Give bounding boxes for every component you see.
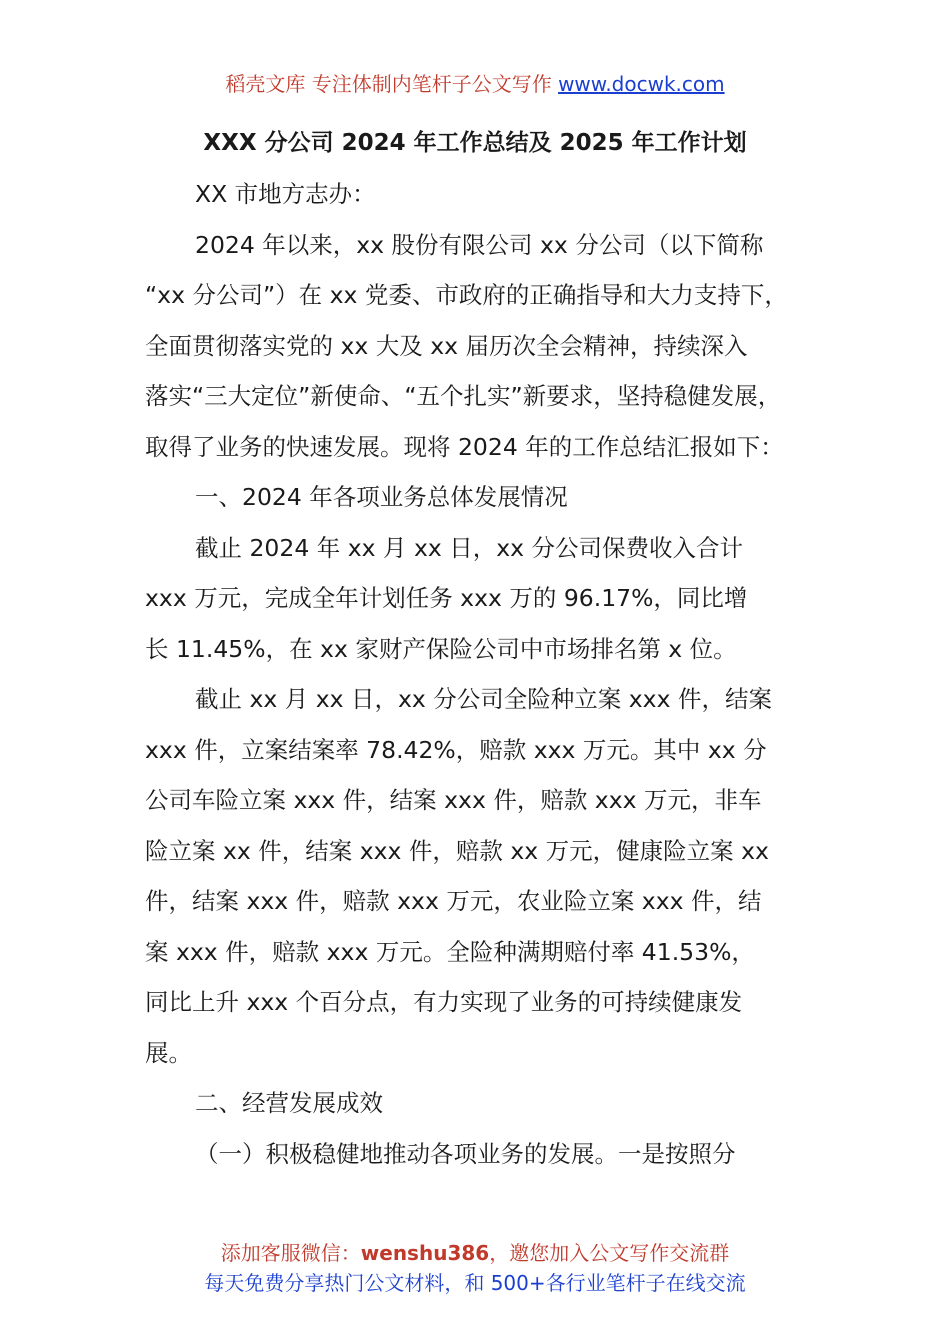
- paragraph-line: 取得了业务的快速发展。现将 2024 年的工作总结汇报如下：: [145, 432, 784, 461]
- section-heading: 二、经营发展成效: [195, 1089, 383, 1117]
- website-link[interactable]: www.docwk.com: [558, 72, 725, 96]
- paragraph-line: （一）积极稳健地推动各项业务的发展。一是按照分: [195, 1139, 736, 1168]
- paragraph-line: 截止 xx 月 xx 日，xx 分公司全险种立案 xxx 件，结案: [195, 685, 772, 713]
- paragraph-line: xxx 万元，完成全年计划任务 xxx 万的 96.17%，同比增: [145, 584, 748, 612]
- footer-suffix: ，邀您加入公文写作交流群: [489, 1241, 730, 1265]
- document-title: XXX 分公司 2024 年工作总结及 2025 年工作计划: [203, 130, 747, 156]
- brand-text: 稻壳文库 专注体制内笔杆子公文写作: [225, 72, 552, 96]
- document-body: [145, 169, 810, 1179]
- footer-line-2: 每天免费分享热门公文材料，和 500+各行业笔杆子在线交流: [204, 1271, 746, 1295]
- paragraph-line: 落实“三大定位”新使命、“五个扎实”新要求，坚持稳健发展，: [145, 382, 782, 410]
- promo-footer: [0, 1238, 950, 1298]
- paragraph-line: 案 xxx 件，赔款 xxx 万元。全险种满期赔付率 41.53%，: [145, 937, 755, 966]
- paragraph-line: “xx 分公司”）在 xx 党委、市政府的正确指导和大力支持下，: [145, 281, 788, 309]
- paragraph-line: 2024 年以来，xx 股份有限公司 xx 分公司（以下简称: [195, 230, 764, 259]
- paragraph-line: 同比上升 xxx 个百分点，有力实现了业务的可持续健康发: [145, 988, 743, 1016]
- paragraph-line: 全面贯彻落实党的 xx 大及 xx 届历次全会精神，持续深入: [145, 331, 748, 360]
- salutation: XX 市地方志办：: [195, 180, 376, 208]
- paragraph-line: 公司车险立案 xxx 件，结案 xxx 件，赔款 xxx 万元，非车: [145, 786, 762, 814]
- paragraph-line: xxx 件，立案结案率 78.42%，赔款 xxx 万元。其中 xx 分: [145, 735, 767, 764]
- wechat-id: wenshu386: [360, 1241, 490, 1265]
- paragraph-line: 展。: [145, 1038, 192, 1067]
- section-heading: 一、2024 年各项业务总体发展情况: [195, 483, 568, 511]
- footer-line-1: [0, 1238, 950, 1268]
- footer-prefix: 添加客服微信：: [220, 1241, 361, 1265]
- paragraph-line: 长 11.45%，在 xx 家财产保险公司中市场排名第 x 位。: [145, 634, 737, 663]
- paragraph-line: 险立案 xx 件，结案 xxx 件，赔款 xx 万元，健康险立案 xx: [145, 836, 769, 865]
- watermark-header: [0, 70, 950, 98]
- paragraph-line: 截止 2024 年 xx 月 xx 日，xx 分公司保费收入合计: [195, 533, 744, 562]
- paragraph-line: 件，结案 xxx 件，赔款 xxx 万元，农业险立案 xxx 件，结: [145, 887, 762, 915]
